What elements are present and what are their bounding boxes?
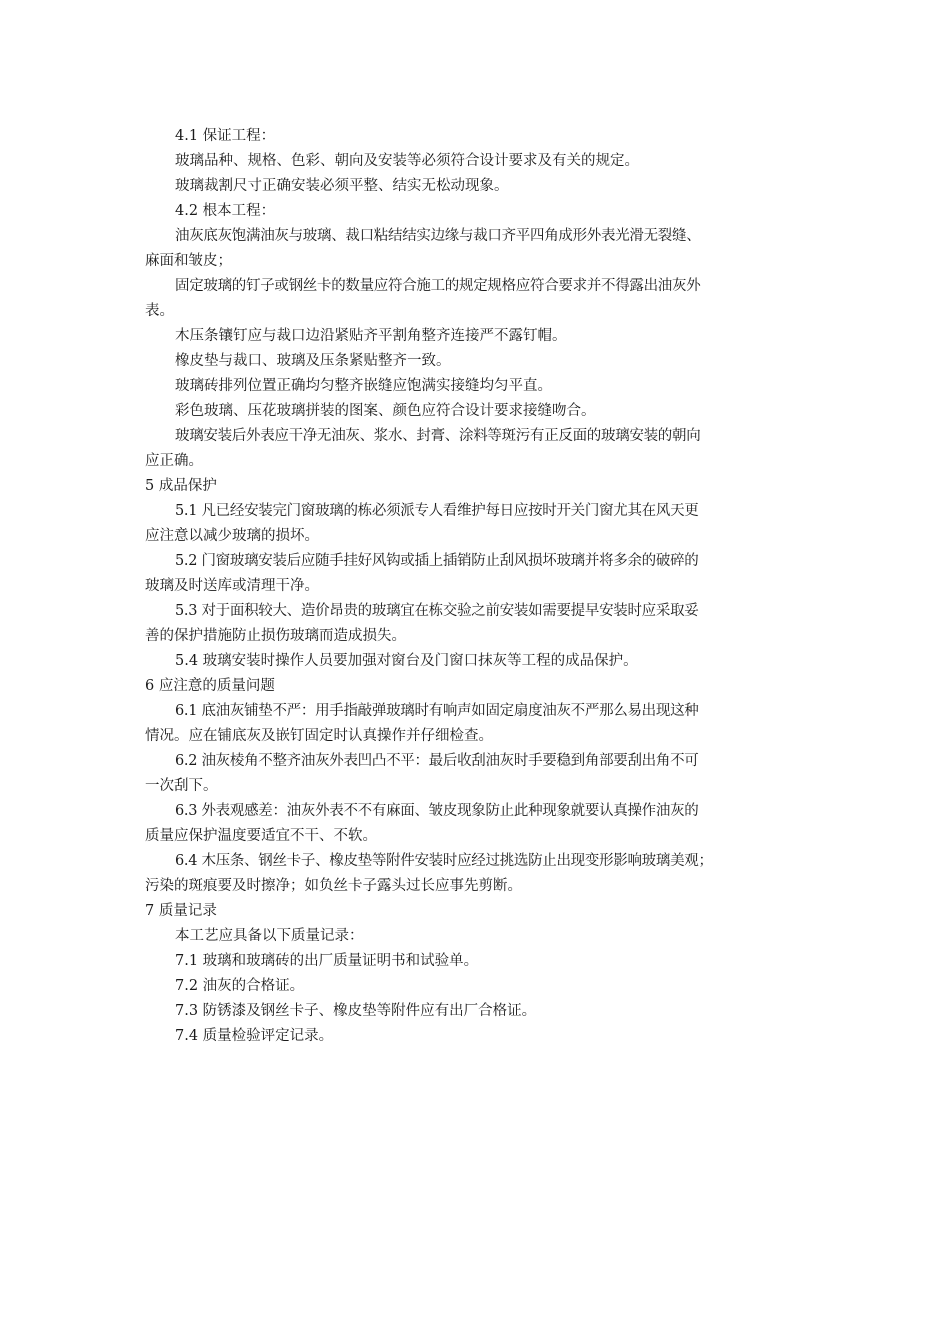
section-heading-6: 6 应注意的质量问题: [145, 678, 275, 694]
paragraph-line-continued: 麻面和皱皮；: [145, 253, 232, 269]
paragraph-line: 5.3 对于面积较大、造价昂贵的玻璃宜在栋交验之前安装如需要提早安装时应采取妥: [175, 603, 699, 619]
paragraph-line: 5.1 凡已经安装完门窗玻璃的栋必须派专人看维护每日应按时开关门窗尤其在风天更: [175, 503, 699, 519]
paragraph-line-continued: 善的保护措施防止损伤玻璃而造成损失。: [145, 628, 406, 644]
paragraph-line-continued: 应注意以减少玻璃的损坏。: [145, 528, 319, 544]
paragraph-line-continued: 应正确。: [145, 453, 203, 469]
paragraph-line: 彩色玻璃、压花玻璃拼装的图案、颜色应符合设计要求接缝吻合。: [175, 403, 596, 419]
paragraph-line: 玻璃砖排列位置正确均匀整齐嵌缝应饱满实接缝均匀平直。: [175, 378, 552, 394]
paragraph-line: 木压条镶钉应与裁口边沿紧贴齐平割角整齐连接严不露钉帽。: [175, 328, 567, 344]
paragraph-line: 5.2 门窗玻璃安装后应随手挂好风钩或插上插销防止刮风损坏玻璃并将多余的破碎的: [175, 553, 699, 569]
paragraph-line: 油灰底灰饱满油灰与玻璃、裁口粘结结实边缘与裁口齐平四角成形外表光滑无裂缝、: [175, 228, 701, 244]
paragraph-line: 橡皮垫与裁口、玻璃及压条紧贴整齐一致。: [175, 353, 451, 369]
paragraph-line: 6.2 油灰棱角不整齐油灰外表凹凸不平：最后收刮油灰时手要稳到角部要刮出角不可: [175, 753, 699, 769]
list-item: 7.2 油灰的合格证。: [175, 978, 305, 994]
paragraph-line: 本工艺应具备以下质量记录：: [175, 928, 364, 944]
paragraph-line: 玻璃裁割尺寸正确安装必须平整、结实无松动现象。: [175, 178, 509, 194]
paragraph-line: 玻璃品种、规格、色彩、朝向及安装等必须符合设计要求及有关的规定。: [175, 153, 639, 169]
section-heading-5: 5 成品保护: [145, 478, 217, 494]
paragraph-line: 6.4 木压条、钢丝卡子、橡皮垫等附件安装时应经过挑选防止出现变形影响玻璃美观；: [175, 853, 713, 869]
document-body: [145, 124, 815, 1049]
paragraph-line: 玻璃安装后外表应干净无油灰、浆水、封膏、涂料等斑污有正反面的玻璃安装的朝向: [175, 428, 701, 444]
paragraph-line: 固定玻璃的钉子或钢丝卡的数量应符合施工的规定规格应符合要求并不得露出油灰外: [175, 278, 701, 294]
list-item: 7.4 质量检验评定记录。: [175, 1028, 334, 1044]
list-item: 7.1 玻璃和玻璃砖的出厂质量证明书和试验单。: [175, 953, 479, 969]
paragraph-line-continued: 一次刮下。: [145, 778, 218, 794]
paragraph-line-continued: 质量应保护温度要适宜不干、不软。: [145, 828, 377, 844]
section-heading-7: 7 质量记录: [145, 903, 217, 919]
paragraph-line-continued: 玻璃及时送库或清理干净。: [145, 578, 319, 594]
paragraph-line: 5.4 玻璃安装时操作人员要加强对窗台及门窗口抹灰等工程的成品保护。: [175, 653, 638, 669]
paragraph-line: 6.3 外表观感差：油灰外表不不有麻面、皱皮现象防止此种现象就要认真操作油灰的: [175, 803, 699, 819]
list-item: 7.3 防锈漆及钢丝卡子、橡皮垫等附件应有出厂合格证。: [175, 1003, 537, 1019]
paragraph-line-continued: 情况。应在铺底灰及嵌钉固定时认真操作并仔细检查。: [145, 728, 493, 744]
subsection-heading-4-1: 4.1 保证工程：: [175, 128, 276, 144]
subsection-heading-4-2: 4.2 根本工程：: [175, 203, 276, 219]
paragraph-line-continued: 污染的斑痕要及时擦净；如负丝卡子露头过长应事先剪断。: [145, 878, 522, 894]
paragraph-line-continued: 表。: [145, 303, 174, 319]
paragraph-line: 6.1 底油灰铺垫不严：用手指敲弹玻璃时有响声如固定扇度油灰不严那么易出现这种: [175, 703, 699, 719]
